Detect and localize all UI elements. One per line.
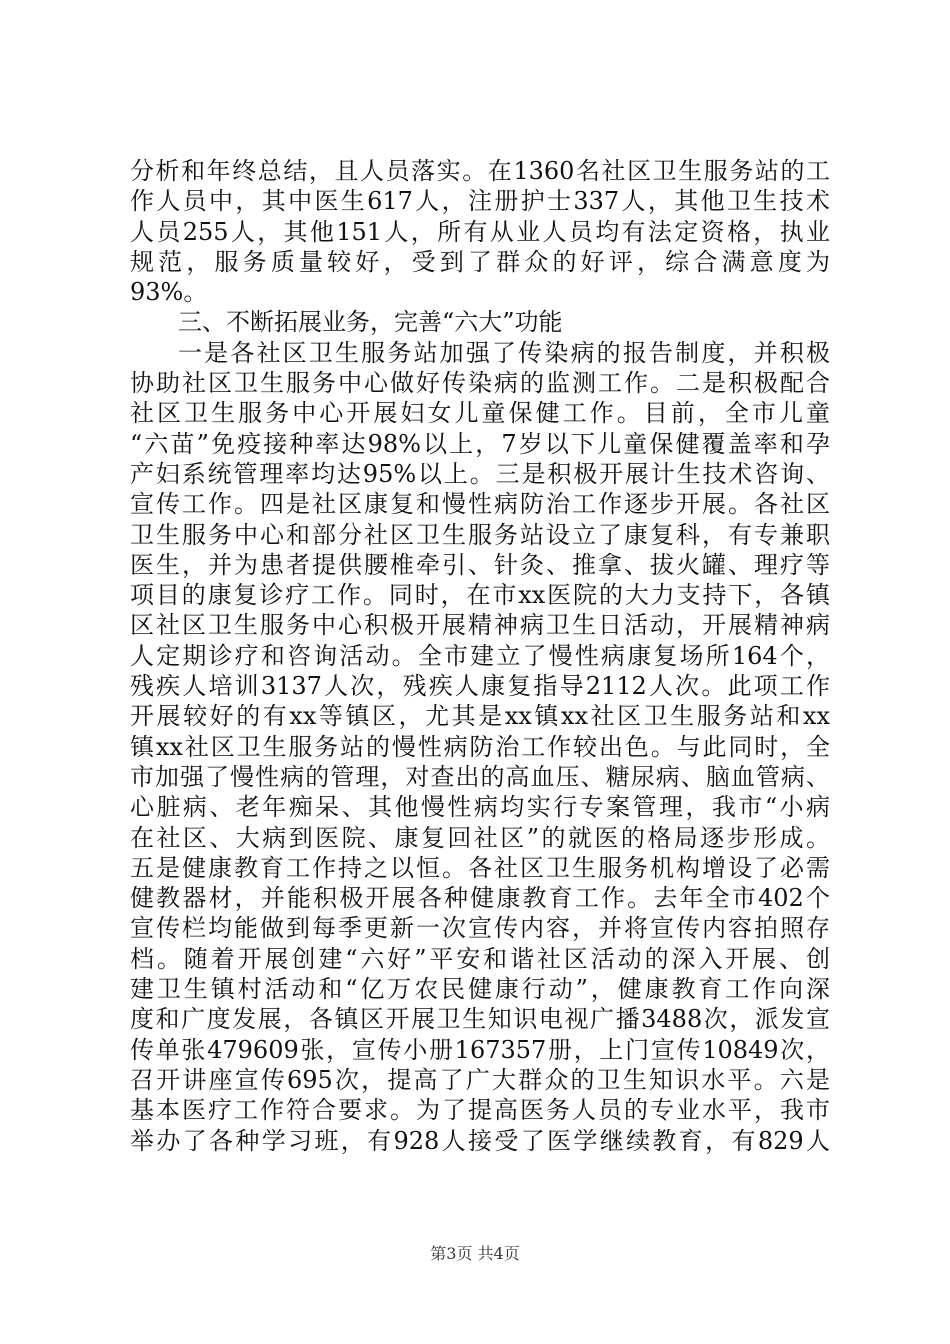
text-line: 健教器材，并能积极开展各种健康教育工作。去年全市402个 xyxy=(130,884,830,913)
text-line: 市加强了慢性病的管理，对查出的高血压、糖尿病、脑血管病、 xyxy=(130,762,830,791)
text-line: “六苗”免疫接种率达98%以上，7岁以下儿童保健覆盖率和孕 xyxy=(130,429,830,458)
text-line: 一是各社区卫生服务站加强了传染病的报告制度，并积极 xyxy=(178,338,830,367)
text-line: 卫生服务中心和部分社区卫生服务站设立了康复科，有专兼职 xyxy=(130,520,830,549)
page-number-footer: 第3页 共4页 xyxy=(430,1244,520,1263)
text-line: 规范，服务质量较好，受到了群众的好评，综合满意度为 xyxy=(130,247,830,276)
text-line: 建卫生镇村活动和“亿万农民健康行动”，健康教育工作向深 xyxy=(130,975,830,1004)
text-line: 宣传栏均能做到每季更新一次宣传内容，并将宣传内容拍照存 xyxy=(130,914,830,943)
text-line: 人员255人，其他151人，所有从业人员均有法定资格，执业 xyxy=(130,217,830,246)
text-line: 残疾人培训3137人次，残疾人康复指导2112人次。此项工作 xyxy=(130,672,830,701)
section-heading: 三、不断拓展业务，完善“六大”功能 xyxy=(178,308,563,337)
text-line: 档。随着开展创建“六好”平安和谐社区活动的深入开展、创 xyxy=(130,944,830,973)
text-line: 分析和年终总结，且人员落实。在1360名社区卫生服务站的工 xyxy=(130,157,830,185)
text-line: 开展较好的有xx等镇区，尤其是xx镇xx社区卫生服务站和xx xyxy=(130,702,830,731)
text-line: 心脏病、老年痴呆、其他慢性病均实行专案管理，我市“小病 xyxy=(130,793,830,822)
text-line: 产妇系统管理率均达95%以上。三是积极开展计生技术咨询、 xyxy=(130,459,830,488)
text-line: 度和广度发展，各镇区开展卫生知识电视广播3488次，派发宣 xyxy=(130,1005,830,1034)
text-line: 作人员中，其中医生617人，注册护士337人，其他卫生技术 xyxy=(130,187,830,216)
text-line: 医生，并为患者提供腰椎牵引、针灸、推拿、拔火罐、理疗等 xyxy=(130,550,830,579)
document-body xyxy=(130,156,830,1156)
text-line: 协助社区卫生服务中心做好传染病的监测工作。二是积极配合 xyxy=(130,369,830,398)
text-line: 举办了各种学习班，有928人接受了医学继续教育，有829人 xyxy=(130,1126,830,1155)
text-line: 召开讲座宣传695次，提高了广大群众的卫生知识水平。六是 xyxy=(130,1065,830,1094)
text-line: 镇xx社区卫生服务站的慢性病防治工作较出色。与此同时，全 xyxy=(130,732,830,761)
text-line: 基本医疗工作符合要求。为了提高医务人员的专业水平，我市 xyxy=(130,1096,830,1125)
text-line: 项目的康复诊疗工作。同时，在市xx医院的大力支持下，各镇 xyxy=(130,581,830,610)
text-line: 人定期诊疗和咨询活动。全市建立了慢性病康复场所164个， xyxy=(130,641,830,670)
text-line: 在社区、大病到医院、康复回社区”的就医的格局逐步形成。 xyxy=(130,823,830,852)
text-line: 宣传工作。四是社区康复和慢性病防治工作逐步开展。各社区 xyxy=(130,490,830,519)
text-line: 区社区卫生服务中心积极开展精神病卫生日活动，开展精神病 xyxy=(130,611,830,640)
text-line: 93%。 xyxy=(130,278,208,307)
text-line: 五是健康教育工作持之以恒。各社区卫生服务机构增设了必需 xyxy=(130,853,830,882)
text-line: 社区卫生服务中心开展妇女儿童保健工作。目前，全市儿童 xyxy=(130,399,830,428)
text-line: 传单张479609张，宣传小册167357册，上门宣传10849次， xyxy=(130,1035,830,1064)
